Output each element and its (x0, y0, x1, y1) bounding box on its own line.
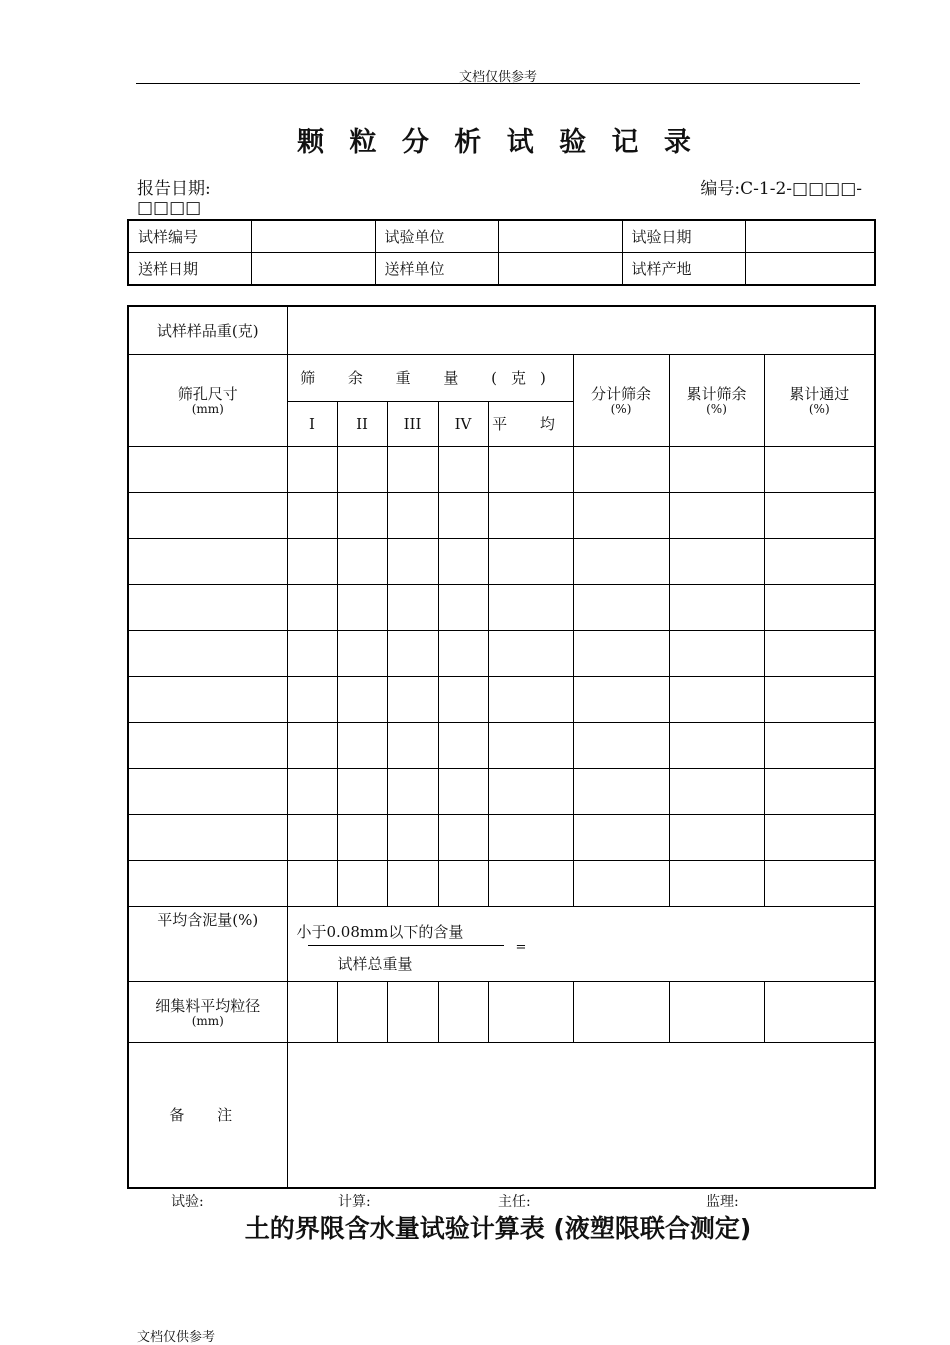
formula-equals: = (515, 939, 527, 955)
table-cell[interactable] (764, 860, 875, 906)
table-cell[interactable] (287, 446, 337, 492)
table-cell[interactable] (337, 814, 387, 860)
table-cell[interactable] (287, 492, 337, 538)
delivery-date-field[interactable] (251, 253, 375, 286)
table-cell[interactable] (337, 768, 387, 814)
table-row (128, 446, 875, 492)
signature-director: 主任: (498, 1194, 531, 1210)
table-cell[interactable] (128, 722, 287, 768)
table-cell[interactable] (764, 584, 875, 630)
fraction-line (308, 945, 504, 946)
table-cell[interactable] (573, 676, 669, 722)
table-cell[interactable] (438, 814, 488, 860)
table-cell[interactable] (287, 814, 337, 860)
table-cell[interactable] (669, 722, 764, 768)
cumulative-retained-unit: (%) (706, 402, 727, 416)
formula-numerator: 小于0.08mm以下的含量 (296, 922, 464, 941)
table-cell[interactable] (438, 768, 488, 814)
table-cell[interactable] (287, 768, 337, 814)
table-cell[interactable] (669, 860, 764, 906)
cumulative-passing-unit: (%) (808, 402, 830, 416)
table-cell[interactable] (669, 981, 764, 1042)
table-cell[interactable] (387, 538, 438, 584)
table-cell[interactable] (488, 768, 573, 814)
cumulative-retained-header (669, 354, 764, 446)
table-cell[interactable] (438, 492, 488, 538)
table-cell[interactable] (438, 860, 488, 906)
table-cell[interactable] (128, 630, 287, 676)
table-cell[interactable] (488, 981, 573, 1042)
table-row (128, 354, 875, 401)
table-cell[interactable] (573, 492, 669, 538)
table-cell[interactable] (488, 814, 573, 860)
table-cell[interactable] (387, 630, 438, 676)
table-cell[interactable] (669, 538, 764, 584)
code-continuation: □□□□ (137, 198, 202, 218)
table-cell[interactable] (128, 676, 287, 722)
table-cell[interactable] (287, 676, 337, 722)
next-section-title: 土的界限含水量试验计算表 (液塑限联合测定) (244, 1214, 752, 1243)
table-cell[interactable] (387, 860, 438, 906)
table-cell[interactable] (573, 538, 669, 584)
trial-1-header: I (287, 401, 337, 446)
remarks-field[interactable] (287, 1042, 875, 1188)
table-cell[interactable] (438, 538, 488, 584)
table-cell[interactable] (573, 768, 669, 814)
table-row (128, 253, 875, 286)
partial-retained-unit: (%) (610, 402, 632, 416)
partial-retained-label: 分计筛余 (590, 385, 651, 403)
trial-2-header: II (337, 401, 387, 446)
table-cell[interactable] (488, 584, 573, 630)
table-cell[interactable] (287, 722, 337, 768)
page-title: 颗 粒 分 析 试 验 记 录 (297, 127, 699, 158)
header-note: 文档仅供参考 (458, 70, 537, 85)
table-cell[interactable] (764, 538, 875, 584)
table-cell[interactable] (128, 768, 287, 814)
table-cell[interactable] (488, 538, 573, 584)
table-cell[interactable] (287, 981, 337, 1042)
table-cell[interactable] (488, 860, 573, 906)
table-cell[interactable] (387, 676, 438, 722)
table-cell[interactable] (287, 584, 337, 630)
table-cell[interactable] (337, 676, 387, 722)
code-label: 编号:C-1-2-□□□□- (700, 179, 862, 199)
table-cell[interactable] (764, 722, 875, 768)
table-cell[interactable] (337, 492, 387, 538)
remarks-label: 备 注 (128, 1042, 287, 1188)
table-cell[interactable] (387, 722, 438, 768)
avg-mud-formula (287, 906, 875, 981)
average-header: 平 均 (488, 401, 573, 446)
table-cell[interactable] (669, 676, 764, 722)
table-cell[interactable] (337, 630, 387, 676)
report-date-label: 报告日期: (137, 179, 211, 199)
table-cell[interactable] (387, 768, 438, 814)
table-cell[interactable] (488, 630, 573, 676)
table-row (128, 630, 875, 676)
table-cell[interactable] (573, 630, 669, 676)
table-cell[interactable] (387, 584, 438, 630)
header-divider (136, 83, 860, 84)
signature-calc: 计算: (338, 1194, 371, 1210)
partial-retained-header (573, 354, 669, 446)
cumulative-retained-label: 累计筛余 (686, 385, 747, 403)
table-cell[interactable] (764, 492, 875, 538)
fine-agg-header (128, 981, 287, 1042)
table-cell[interactable] (387, 814, 438, 860)
table-cell[interactable] (337, 722, 387, 768)
avg-mud-label: 平均含泥量(%) (128, 906, 287, 981)
delivery-date-label: 送样日期 (128, 253, 251, 286)
sample-info-table (127, 219, 876, 286)
table-row (128, 1042, 875, 1188)
trial-3-header: III (387, 401, 438, 446)
table-row (128, 860, 875, 906)
footer-note: 文档仅供参考 (137, 1330, 216, 1345)
table-cell[interactable] (764, 630, 875, 676)
table-cell[interactable] (337, 584, 387, 630)
table-cell[interactable] (337, 446, 387, 492)
test-date-label: 试验日期 (622, 220, 745, 253)
table-cell[interactable] (573, 722, 669, 768)
table-row (128, 306, 875, 354)
table-cell[interactable] (573, 584, 669, 630)
table-row (128, 722, 875, 768)
table-row (128, 584, 875, 630)
test-unit-field[interactable] (498, 220, 622, 253)
sample-weight-label: 试样样品重(克) (128, 306, 287, 354)
table-cell[interactable] (337, 538, 387, 584)
table-cell[interactable] (337, 860, 387, 906)
sample-origin-field[interactable] (745, 253, 875, 286)
table-cell[interactable] (573, 981, 669, 1042)
table-cell[interactable] (438, 584, 488, 630)
test-date-field[interactable] (745, 220, 875, 253)
table-cell[interactable] (387, 981, 438, 1042)
table-cell[interactable] (764, 814, 875, 860)
table-cell[interactable] (488, 676, 573, 722)
table-row (128, 814, 875, 860)
table-row (128, 220, 875, 253)
table-cell[interactable] (438, 676, 488, 722)
test-unit-label: 试验单位 (375, 220, 498, 253)
table-cell[interactable] (438, 981, 488, 1042)
table-cell[interactable] (669, 492, 764, 538)
table-cell[interactable] (387, 492, 438, 538)
sample-weight-field[interactable] (287, 306, 875, 354)
table-cell[interactable] (669, 630, 764, 676)
fine-agg-label: 细集料平均粒径 (155, 996, 261, 1015)
signature-supervisor: 监理: (706, 1194, 739, 1210)
table-cell[interactable] (337, 981, 387, 1042)
fine-agg-unit: (mm) (191, 1013, 224, 1028)
table-cell[interactable] (128, 446, 287, 492)
sieve-analysis-table (127, 305, 876, 1189)
table-cell[interactable] (669, 584, 764, 630)
table-row (128, 981, 875, 1042)
cumulative-passing-label: 累计通过 (789, 385, 850, 403)
sample-origin-label: 试样产地 (622, 253, 745, 286)
cumulative-passing-header (764, 354, 875, 446)
table-cell[interactable] (573, 860, 669, 906)
trial-4-header: IV (438, 401, 488, 446)
table-cell[interactable] (287, 538, 337, 584)
table-cell[interactable] (488, 492, 573, 538)
table-cell[interactable] (669, 814, 764, 860)
table-cell[interactable] (764, 676, 875, 722)
table-cell[interactable] (128, 860, 287, 906)
table-row (128, 492, 875, 538)
table-cell[interactable] (128, 492, 287, 538)
table-cell[interactable] (669, 446, 764, 492)
table-cell[interactable] (438, 722, 488, 768)
delivery-unit-field[interactable] (498, 253, 622, 286)
table-cell[interactable] (764, 768, 875, 814)
table-cell[interactable] (128, 538, 287, 584)
table-row (128, 906, 875, 981)
table-cell[interactable] (287, 630, 337, 676)
table-cell[interactable] (669, 768, 764, 814)
table-cell[interactable] (764, 446, 875, 492)
sieve-size-unit: (mm) (191, 402, 224, 416)
table-cell[interactable] (128, 584, 287, 630)
table-cell[interactable] (488, 446, 573, 492)
table-row (128, 538, 875, 584)
formula-denominator: 试样总重量 (337, 954, 413, 973)
table-row (128, 676, 875, 722)
table-row (128, 768, 875, 814)
table-cell[interactable] (287, 860, 337, 906)
table-cell[interactable] (488, 722, 573, 768)
table-cell[interactable] (387, 446, 438, 492)
table-cell[interactable] (573, 814, 669, 860)
sieve-size-label: 筛孔尺寸 (177, 385, 238, 403)
table-cell[interactable] (764, 981, 875, 1042)
table-cell[interactable] (438, 630, 488, 676)
sample-number-label: 试样编号 (128, 220, 251, 253)
table-cell[interactable] (128, 814, 287, 860)
table-cell[interactable] (438, 446, 488, 492)
delivery-unit-label: 送样单位 (375, 253, 498, 286)
sample-number-field[interactable] (251, 220, 375, 253)
signature-test: 试验: (171, 1194, 204, 1210)
sieve-size-header (128, 354, 287, 446)
table-cell[interactable] (573, 446, 669, 492)
retained-weight-header: 筛 余 重 量 (克) (287, 354, 573, 401)
